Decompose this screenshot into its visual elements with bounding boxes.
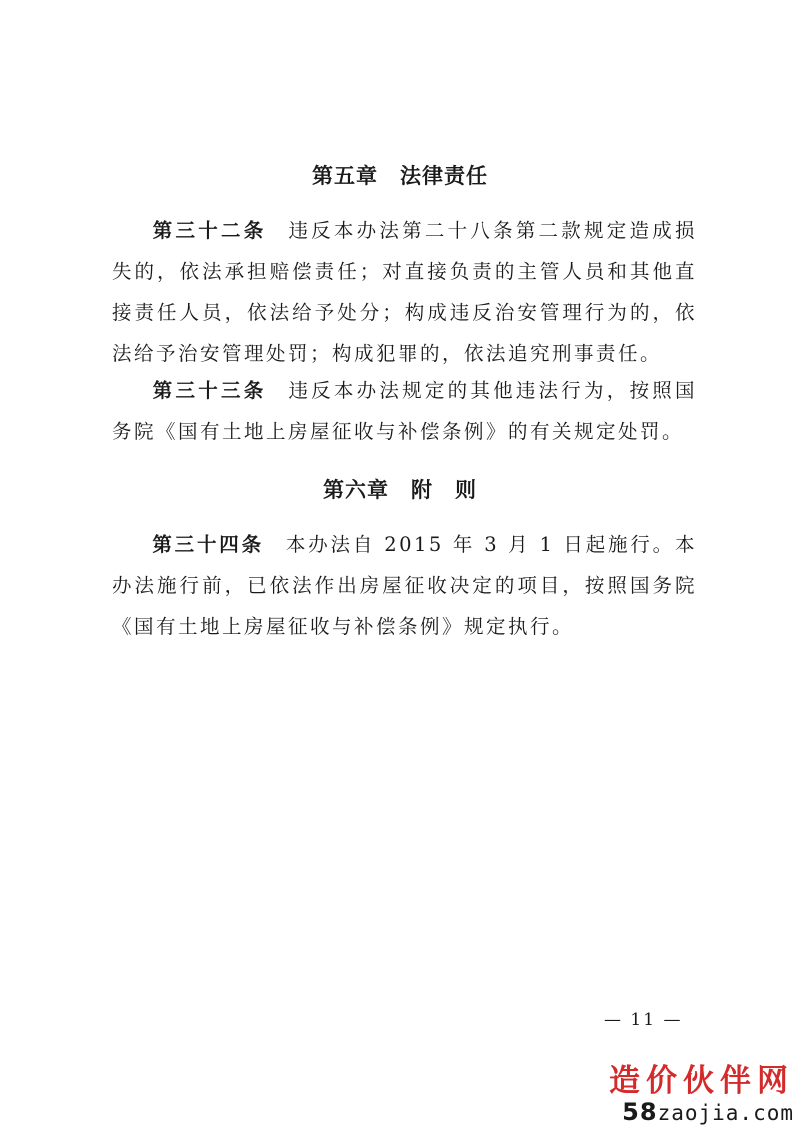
chapter-5-title: 第五章 法律责任 [312,163,488,188]
chapter-6-title: 第六章 附 则 [323,477,477,502]
watermark-url [609,1100,794,1125]
page-number: — 11 — [604,1010,683,1030]
article-32 [112,210,697,374]
watermark-url-number: 58 [622,1098,658,1126]
article-34-text: 本办法自 2015 年 3 月 1 日起施行。本办法施行前，已依法作出房屋征收决定的项目，按照国务院《国有土地上房屋征收与补偿条例》规定执行。 [112,533,697,638]
article-33-text: 违反本办法规定的其他违法行为，按照国务院《国有土地上房屋征收与补偿条例》的有关规定处罚。 [112,379,697,443]
watermark-brand: 造价伙伴网 [609,1063,794,1099]
article-33 [112,370,697,452]
watermark-logo [609,1062,794,1125]
watermark-url-domain: zaojia.com [657,1101,794,1125]
article-32-text: 违反本办法第二十八条第二款规定造成损失的，依法承担赔偿责任；对直接负责的主管人员和其他直接责任人员，依法给予处分；构成违反治安管理行为的，依法给予治安管理处罚；构成犯罪的，依法追究刑事责任。 [112,219,697,365]
article-32-number: 第三十二条 [152,219,267,242]
article-34-number: 第三十四条 [152,533,264,556]
article-33-number: 第三十三条 [152,379,267,402]
article-34 [112,524,697,647]
